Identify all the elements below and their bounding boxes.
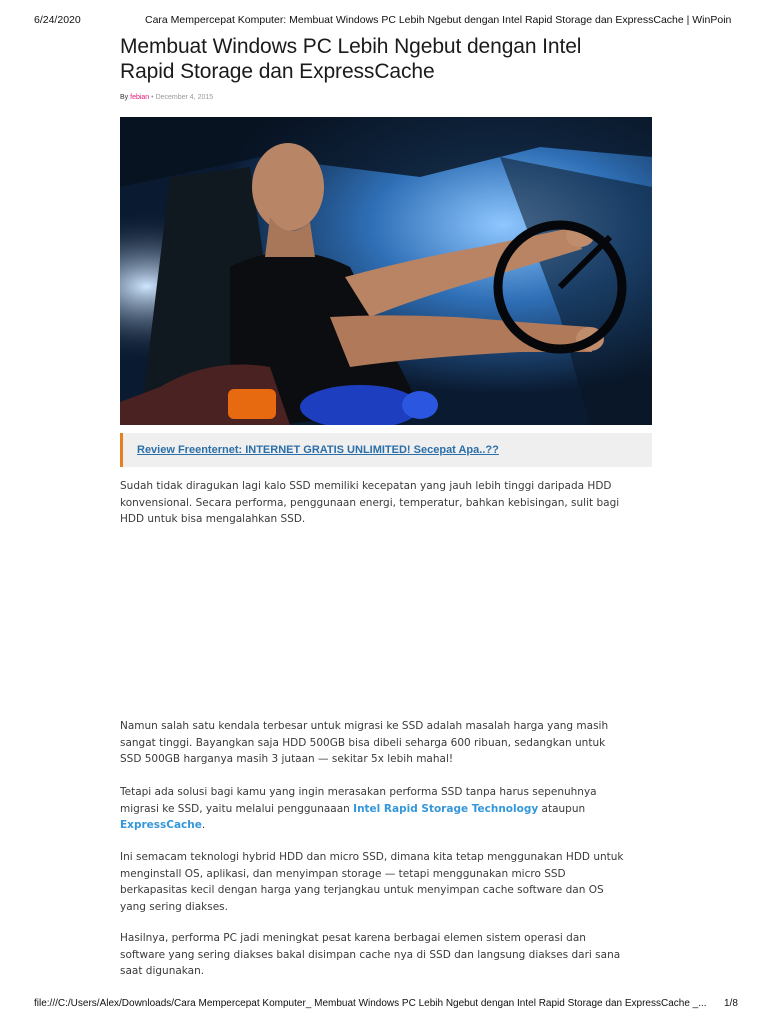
print-page-title: Cara Mempercepat Komputer: Membuat Windows PC Lebih Ngebut dengan Intel Rapid Storage dan ExpressCache | WinPoin bbox=[145, 14, 732, 26]
paragraph-4-line-1: Ini semacam teknologi hybrid HDD dan micro SSD, dimana kita tetap menggunakan HDD untuk bbox=[120, 851, 624, 863]
paragraph-5-line-3: saat digunakan. bbox=[120, 965, 205, 977]
author-link[interactable]: febian bbox=[130, 94, 150, 101]
article-title-line2: Rapid Storage dan ExpressCache bbox=[120, 60, 435, 83]
paragraph-5-line-2: software yang sering diakses bakal disimpan cache nya di SSD dan langsung diakses dari sana bbox=[120, 948, 621, 961]
paragraph-1 bbox=[120, 478, 655, 528]
paragraph-4-line-2: menginstall OS, aplikasi, dan menyimpan storage — tetapi menggunakan micro SSD bbox=[120, 867, 566, 880]
print-footer bbox=[0, 998, 768, 1012]
paragraph-2-line-2: sangat tinggi. Bayangkan saja HDD 500GB bisa dibeli seharga 600 ribuan, sedangkan untuk bbox=[120, 736, 606, 749]
paragraph-5 bbox=[120, 930, 655, 980]
paragraph-4-line-4: yang sering diakses. bbox=[120, 900, 228, 913]
article-title bbox=[120, 34, 652, 84]
paragraph-1-line-1: Sudah tidak diragukan lagi kalo SSD memiliki kecepatan yang jauh lebih tinggi daripada HDD bbox=[120, 480, 612, 492]
print-file-url: file:///C:/Users/Alex/Downloads/Cara Mempercepat Komputer_ Membuat Windows PC Lebih Ngebut dengan Intel Rapid Storage dan ExpressCache _... bbox=[34, 998, 707, 1009]
paragraph-3-line-2-text: migrasi ke SSD, yaitu melalui penggunaaan bbox=[120, 802, 350, 815]
paragraph-3-line-2-end: ataupun bbox=[541, 802, 586, 815]
paragraph-5-line-1: Hasilnya, performa PC jadi meningkat pesat karena berbagai elemen sistem operasi dan bbox=[120, 932, 586, 944]
article-title-line1: Membuat Windows PC Lebih Ngebut dengan Intel bbox=[120, 35, 582, 58]
related-article-link[interactable]: Review Freenternet: INTERNET GRATIS UNLIMITED! Secepat Apa..?? bbox=[137, 444, 499, 456]
paragraph-1-line-2: konvensional. Secara performa, penggunaan energi, temperatur, bahkan kebisingan, sulit bagi bbox=[120, 496, 620, 509]
print-page-number: 1/8 bbox=[724, 998, 738, 1009]
paragraph-3-line-1: Tetapi ada solusi bagi kamu yang ingin merasakan performa SSD tanpa harus sepenuhnya bbox=[120, 786, 597, 798]
related-article-box bbox=[120, 433, 652, 467]
paragraph-3 bbox=[120, 784, 655, 834]
print-date: 6/24/2020 bbox=[34, 14, 81, 26]
paragraph-1-line-3: HDD untuk bisa mengalahkan SSD. bbox=[120, 513, 306, 525]
byline-separator: • bbox=[151, 94, 154, 101]
post-date: December 4, 2015 bbox=[155, 94, 214, 101]
intel-rst-link[interactable]: Intel Rapid Storage Technology bbox=[353, 802, 539, 815]
paragraph-2 bbox=[120, 718, 655, 768]
byline-by: By bbox=[120, 94, 129, 101]
paragraph-4-line-3: berkapasitas kecil dengan harga yang terjangkau untuk menyimpan cache software dan OS bbox=[120, 884, 604, 896]
paragraph-4 bbox=[120, 849, 655, 915]
paragraph-3-period: . bbox=[201, 819, 206, 831]
print-header bbox=[0, 14, 768, 28]
byline bbox=[120, 94, 652, 104]
hero-image bbox=[120, 117, 652, 425]
article-header bbox=[120, 34, 652, 104]
paragraph-2-line-1: Namun salah satu kendala terbesar untuk migrasi ke SSD adalah masalah harga yang masih bbox=[120, 720, 609, 732]
hero-image-art bbox=[120, 117, 652, 425]
paragraph-2-line-3: SSD 500GB harganya masih 3 jutaan — sekitar 5x lebih mahal! bbox=[120, 753, 454, 765]
expresscache-link[interactable]: ExpressCache bbox=[120, 819, 202, 831]
